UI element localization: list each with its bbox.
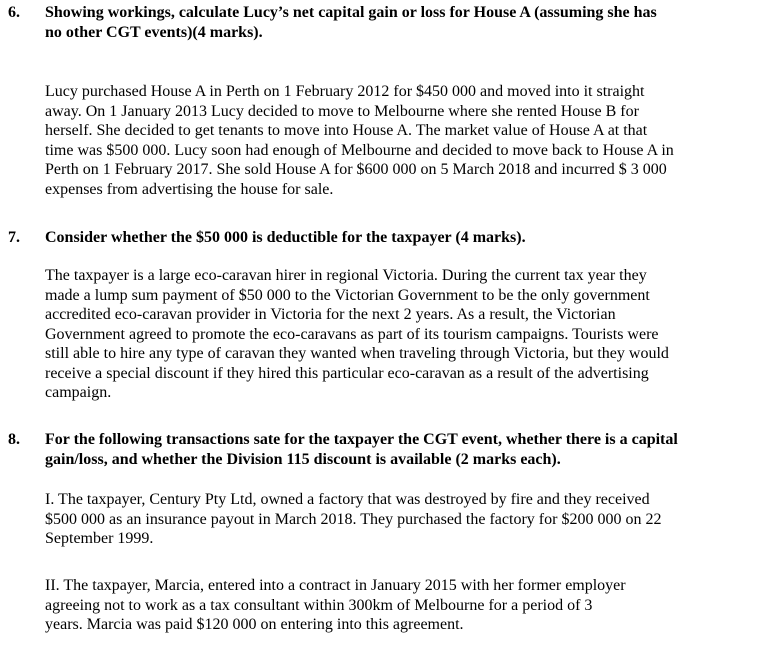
body-line: $500 000 as an insurance payout in March 2018. They purchased the factory for $200 000 on 22 [45,510,662,528]
question-heading [45,228,760,248]
body-line: Perth on 1 February 2017. She sold House A for $600 000 on 5 March 2018 and incurred $ 3 000 [45,161,667,178]
question-number: 6. [8,4,20,21]
body-line: away. On 1 January 2013 Lucy decided to move to Melbourne where she rented House B for [45,102,639,120]
body-line: September 1999. [45,530,154,547]
body-line: II. The taxpayer, Marcia, entered into a contract in January 2015 with her former employer [45,577,626,594]
question-body-paragraph [45,490,760,549]
body-line: The taxpayer is a large eco-caravan hirer in regional Victoria. During the current tax year they [45,267,647,284]
body-line: time was $500 000. Lucy soon had enough of Melbourne and decided to move back to House A in [45,141,674,159]
question-heading [45,430,760,469]
body-line: made a lump sum payment of $50 000 to the Victorian Government to be the only government [45,286,650,304]
body-line: agreeing not to work as a tax consultant within 300km of Melbourne for a period of 3 [45,596,593,614]
body-line: years. Marcia was paid $120 000 on entering into this agreement. [45,616,464,633]
body-line: campaign. [45,384,112,401]
body-line: I. The taxpayer, Century Pty Ltd, owned a factory that was destroyed by fire and they received [45,491,650,508]
body-line: Government agreed to promote the eco-caravans as part of its tourism campaigns. Tourists were [45,325,659,343]
question-heading [45,3,760,42]
heading-line: Showing workings, calculate Lucy’s net capital gain or loss for House A (assuming she has [45,4,657,21]
heading-line: For the following transactions sate for the taxpayer the CGT event, whether there is a capital [45,431,678,448]
heading-line: Consider whether the $50 000 is deductible for the taxpayer (4 marks). [45,229,526,246]
heading-line: gain/loss, and whether the Division 115 discount is available (2 marks each). [45,450,561,468]
question-body-paragraph [45,82,760,199]
body-line: herself. She decided to get tenants to move into House A. The market value of House A at that [45,122,648,139]
body-line: Lucy purchased House A in Perth on 1 February 2012 for $450 000 and moved into it straight [45,83,645,100]
question-body-paragraph [45,576,760,635]
question-number: 8. [8,431,20,448]
body-line: accredited eco-caravan provider in Victoria for the next 2 years. As a result, the Victorian [45,306,616,323]
body-line: receive a special discount if they hired this particular eco-caravan as a result of the advertising [45,364,649,382]
body-line: still able to hire any type of caravan they wanted when traveling through Victoria, but they would [45,345,669,362]
heading-line: no other CGT events)(4 marks). [45,23,263,41]
question-number: 7. [8,229,20,246]
body-line: expenses from advertising the house for sale. [45,180,334,198]
question-body-paragraph [45,266,760,403]
